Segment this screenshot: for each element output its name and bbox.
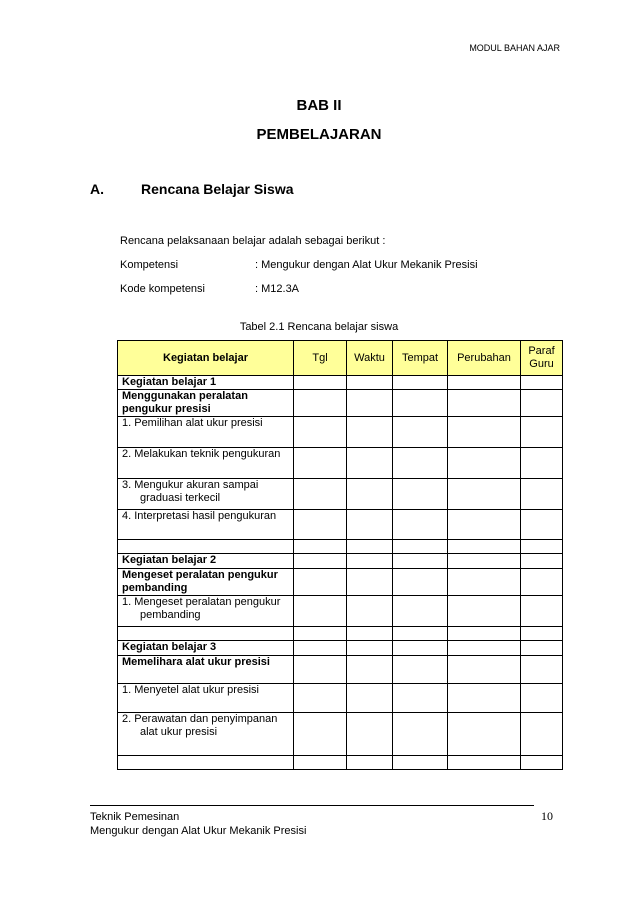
footer-module: Mengukur dengan Alat Ukur Mekanik Presisi: [90, 825, 307, 837]
table-row: [118, 641, 563, 656]
col-kegiatan: Kegiatan belajar: [118, 341, 294, 376]
col-tgl: Tgl: [294, 341, 347, 376]
activity-cell: Memelihara alat ukur presisi: [118, 656, 294, 684]
table-row: [118, 627, 563, 641]
table-row: [118, 684, 563, 713]
table-row: [118, 376, 563, 390]
page-number: 10: [541, 809, 553, 823]
activity-cell: 2. Melakukan teknik pengukuran: [118, 448, 294, 479]
col-waktu: Waktu: [347, 341, 393, 376]
kompetensi-row: [120, 259, 478, 271]
table-row: [118, 756, 563, 770]
kompetensi-value: : Mengukur dengan Alat Ukur Mekanik Presisi: [255, 259, 478, 271]
table-row: [118, 479, 563, 510]
table-row: [118, 448, 563, 479]
chapter-title: BAB II: [296, 97, 342, 114]
table-row: [118, 540, 563, 554]
table-row: [118, 713, 563, 756]
table-row: [118, 596, 563, 627]
table-row: [118, 656, 563, 684]
kode-value: : M12.3A: [255, 283, 300, 295]
footer-divider: [90, 805, 534, 806]
col-tempat: Tempat: [393, 341, 448, 376]
activity-cell: Kegiatan belajar 3: [118, 641, 294, 656]
chapter-subtitle: PEMBELAJARAN: [256, 126, 382, 143]
table-row: [118, 554, 563, 569]
section-letter: A.: [90, 181, 104, 197]
col-paraf: Paraf Guru: [521, 341, 563, 376]
col-perubahan: Perubahan: [448, 341, 521, 376]
activity-cell: 2. Perawatan dan penyimpanan alat ukur presisi: [118, 713, 294, 756]
kode-row: [120, 283, 299, 295]
table-caption: Tabel 2.1 Rencana belajar siswa: [239, 321, 399, 333]
activity-cell: 1. Menyetel alat ukur presisi: [118, 684, 294, 713]
activity-cell: 1. Mengeset peralatan pengukur pembanding: [118, 596, 294, 627]
table-row: [118, 390, 563, 417]
activity-cell: Menggunakan peralatan pengukur presisi: [118, 390, 294, 417]
activity-cell: 1. Pemilihan alat ukur presisi: [118, 417, 294, 448]
module-header: MODUL BAHAN AJAR: [469, 43, 560, 53]
table-row: [118, 510, 563, 540]
section-heading: [90, 181, 294, 197]
activity-cell: Mengeset peralatan pengukur pembanding: [118, 569, 294, 596]
table-row: [118, 417, 563, 448]
kompetensi-label: Kompetensi: [120, 259, 179, 271]
activity-cell: 4. Interpretasi hasil pengukuran: [118, 510, 294, 540]
activity-cell: Kegiatan belajar 2: [118, 554, 294, 569]
table-header-row: [118, 341, 563, 376]
activity-cell: [118, 756, 294, 770]
activity-cell: [118, 540, 294, 554]
intro-text: Rencana pelaksanaan belajar adalah sebagai berikut :: [120, 235, 386, 247]
activity-cell: Kegiatan belajar 1: [118, 376, 294, 390]
footer-program: Teknik Pemesinan: [90, 811, 180, 823]
plan-table: [117, 340, 563, 770]
section-title: Rencana Belajar Siswa: [141, 181, 294, 197]
kode-label: Kode kompetensi: [120, 283, 205, 295]
table-row: [118, 569, 563, 596]
activity-cell: [118, 627, 294, 641]
activity-cell: 3. Mengukur akuran sampai graduasi terkecil: [118, 479, 294, 510]
